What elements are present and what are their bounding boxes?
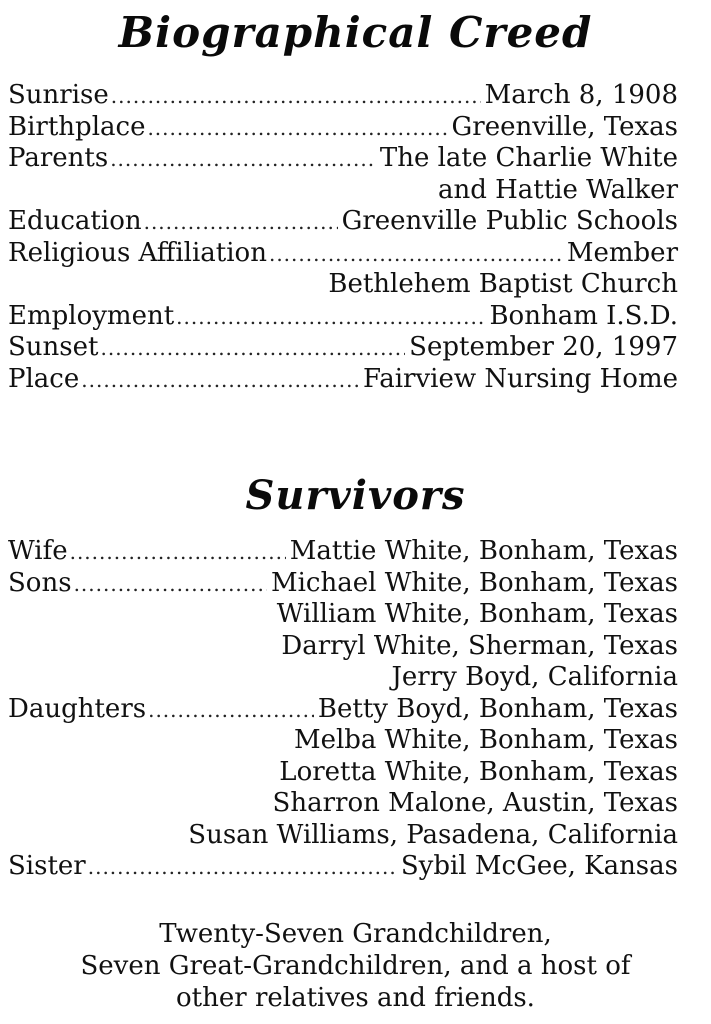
closing-note — [0, 918, 711, 1014]
entry-value: Greenville Public Schools — [341, 206, 678, 236]
survivors-heading: Survivors — [245, 472, 466, 519]
entry-value: Fairview Nursing Home — [362, 363, 678, 394]
entry-continuation: Darryl White, Sherman, Texas — [281, 630, 678, 661]
entry-label: Birthplace — [8, 111, 146, 142]
entry-value: Greenville, Texas — [451, 111, 678, 142]
entry-label: Religious Affiliation — [8, 237, 267, 268]
entry-label: Sons — [8, 567, 72, 598]
entry-value: Bonham I.S.D. — [489, 300, 678, 331]
entry-birthplace — [8, 112, 678, 144]
dot-leader — [176, 302, 485, 334]
dot-leader — [111, 81, 481, 113]
biographical-creed-heading: Biographical Creed — [118, 8, 593, 57]
entry-label: Place — [8, 363, 80, 394]
dot-leader — [74, 569, 267, 601]
entry-place — [8, 364, 678, 396]
entry-label: Sunset — [8, 332, 99, 362]
entry-label: Parents — [8, 143, 109, 173]
entry-label: Employment — [8, 300, 175, 331]
dot-leader — [147, 113, 447, 145]
entry-religious-affiliation — [8, 238, 678, 270]
closing-line: Twenty-Seven Grandchildren, — [159, 919, 552, 949]
entry-label: Wife — [8, 536, 68, 566]
entry-continuation: Bethlehem Baptist Church — [328, 269, 678, 299]
entry-label: Sunrise — [8, 80, 109, 110]
entry-parents — [8, 143, 678, 175]
entry-employment — [8, 301, 678, 333]
entry-daughters — [8, 694, 678, 726]
entry-value: Michael White, Bonham, Texas — [270, 567, 678, 598]
entry-wife — [8, 536, 678, 568]
survivors-entries — [8, 536, 678, 883]
entry-continuation: Sharron Malone, Austin, Texas — [272, 788, 678, 818]
dot-leader — [110, 144, 376, 176]
dot-leader — [148, 695, 314, 727]
dot-leader — [144, 207, 338, 239]
entry-value: Sybil McGee, Kansas — [400, 851, 678, 881]
entry-continuation: Jerry Boyd, California — [391, 662, 678, 692]
entry-sister — [8, 851, 678, 883]
entry-sunset — [8, 332, 678, 364]
entry-value: The late Charlie White — [379, 143, 678, 173]
dot-leader — [269, 239, 563, 271]
entry-education — [8, 206, 678, 238]
entry-label: Daughters — [8, 693, 147, 724]
biographical-entries — [8, 80, 678, 395]
entry-sons — [8, 568, 678, 600]
closing-line: Seven Great-Grandchildren, and a host of — [80, 951, 631, 981]
dot-leader — [88, 852, 397, 884]
entry-label: Sister — [8, 851, 86, 881]
entry-continuation: Loretta White, Bonham, Texas — [279, 756, 678, 787]
closing-line: other relatives and friends. — [176, 983, 535, 1013]
entry-continuation: Susan Williams, Pasadena, California — [188, 819, 678, 850]
entry-value: Betty Boyd, Bonham, Texas — [317, 693, 678, 724]
entry-sunrise — [8, 80, 678, 112]
entry-continuation: and Hattie Walker — [437, 174, 678, 205]
entry-label: Education — [8, 206, 142, 236]
entry-continuation: William White, Bonham, Texas — [276, 599, 678, 629]
dot-leader — [100, 333, 405, 365]
dot-leader — [81, 365, 359, 397]
dot-leader — [70, 537, 286, 569]
entry-continuation: Melba White, Bonham, Texas — [293, 725, 678, 755]
entry-value: March 8, 1908 — [484, 80, 678, 110]
entry-value: Mattie White, Bonham, Texas — [289, 536, 678, 566]
entry-value: September 20, 1997 — [409, 332, 678, 362]
entry-value: Member — [566, 237, 678, 268]
